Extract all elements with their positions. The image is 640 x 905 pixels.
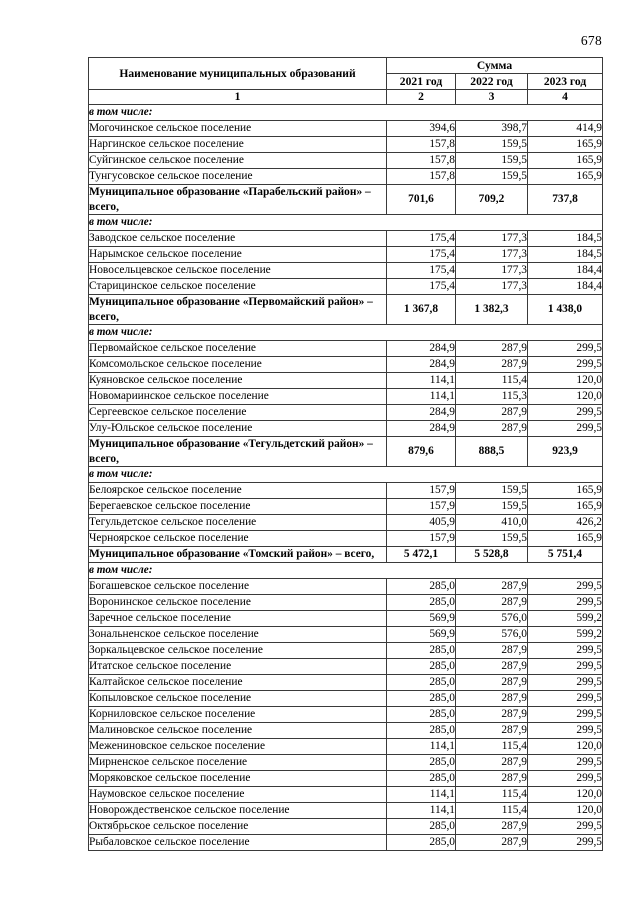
table-total-row xyxy=(89,437,603,467)
value-2023: 5 751,4 xyxy=(528,547,603,563)
value-2023: 299,5 xyxy=(528,643,603,659)
table-row xyxy=(89,787,603,803)
table-row xyxy=(89,771,603,787)
column-number-3: 3 xyxy=(456,90,528,105)
table-subheader-row xyxy=(89,467,603,483)
municipality-name: Муниципальное образование «Первомайский район» – всего, xyxy=(89,295,387,325)
subheader-label: в том числе: xyxy=(89,105,603,121)
value-2022: 115,4 xyxy=(456,787,528,803)
table-total-row xyxy=(89,295,603,325)
table-body xyxy=(89,105,603,851)
value-2023: 184,4 xyxy=(528,263,603,279)
table-row xyxy=(89,231,603,247)
value-2021: 285,0 xyxy=(387,819,456,835)
value-2021: 5 472,1 xyxy=(387,547,456,563)
value-2021: 285,0 xyxy=(387,691,456,707)
value-2021: 175,4 xyxy=(387,263,456,279)
subheader-label: в том числе: xyxy=(89,467,603,483)
value-2022: 115,4 xyxy=(456,739,528,755)
value-2023: 299,5 xyxy=(528,595,603,611)
municipality-name: Моряковское сельское поселение xyxy=(89,771,387,787)
value-2021: 175,4 xyxy=(387,231,456,247)
subheader-label: в том числе: xyxy=(89,215,603,231)
value-2023: 299,5 xyxy=(528,835,603,851)
column-header-year-2023: 2023 год xyxy=(528,74,603,90)
municipality-name: Наумовское сельское поселение xyxy=(89,787,387,803)
municipality-name: Муниципальное образование «Томский район» – всего, xyxy=(89,547,387,563)
municipality-name: Богашевское сельское поселение xyxy=(89,579,387,595)
table-row xyxy=(89,835,603,851)
value-2022: 287,9 xyxy=(456,659,528,675)
value-2023: 1 438,0 xyxy=(528,295,603,325)
municipality-name: Берегаевское сельское поселение xyxy=(89,499,387,515)
table-total-row xyxy=(89,547,603,563)
value-2023: 414,9 xyxy=(528,121,603,137)
municipality-name: Муниципальное образование «Тегульдетский район» – всего, xyxy=(89,437,387,467)
value-2022: 287,9 xyxy=(456,755,528,771)
value-2021: 285,0 xyxy=(387,643,456,659)
table-row xyxy=(89,579,603,595)
table-subheader-row xyxy=(89,105,603,121)
value-2021: 285,0 xyxy=(387,675,456,691)
value-2022: 159,5 xyxy=(456,483,528,499)
subheader-label: в том числе: xyxy=(89,563,603,579)
municipality-name: Октябрьское сельское поселение xyxy=(89,819,387,835)
value-2023: 120,0 xyxy=(528,803,603,819)
municipality-name: Новосельцевское сельское поселение xyxy=(89,263,387,279)
table-row xyxy=(89,755,603,771)
value-2021: 284,9 xyxy=(387,341,456,357)
value-2021: 157,8 xyxy=(387,169,456,185)
table-row xyxy=(89,263,603,279)
value-2021: 114,1 xyxy=(387,739,456,755)
value-2022: 287,9 xyxy=(456,707,528,723)
value-2022: 398,7 xyxy=(456,121,528,137)
municipality-name: Зональненское сельское поселение xyxy=(89,627,387,643)
table-row xyxy=(89,405,603,421)
table-row xyxy=(89,707,603,723)
value-2022: 576,0 xyxy=(456,611,528,627)
value-2021: 284,9 xyxy=(387,421,456,437)
municipality-name: Межениновское сельское поселение xyxy=(89,739,387,755)
value-2023: 120,0 xyxy=(528,389,603,405)
municipality-name: Сергеевское сельское поселение xyxy=(89,405,387,421)
value-2023: 184,5 xyxy=(528,231,603,247)
value-2022: 1 382,3 xyxy=(456,295,528,325)
table-row xyxy=(89,531,603,547)
value-2023: 120,0 xyxy=(528,787,603,803)
value-2022: 287,9 xyxy=(456,341,528,357)
value-2022: 177,3 xyxy=(456,247,528,263)
municipality-name: Малиновское сельское поселение xyxy=(89,723,387,739)
table-row xyxy=(89,421,603,437)
municipality-name: Корниловское сельское поселение xyxy=(89,707,387,723)
value-2021: 175,4 xyxy=(387,279,456,295)
value-2023: 299,5 xyxy=(528,675,603,691)
value-2022: 410,0 xyxy=(456,515,528,531)
value-2022: 709,2 xyxy=(456,185,528,215)
table-header xyxy=(89,58,603,105)
municipality-name: Рыбаловское сельское поселение xyxy=(89,835,387,851)
value-2021: 285,0 xyxy=(387,835,456,851)
municipality-name: Нарымское сельское поселение xyxy=(89,247,387,263)
value-2021: 284,9 xyxy=(387,357,456,373)
table-row xyxy=(89,643,603,659)
value-2022: 287,9 xyxy=(456,819,528,835)
value-2021: 157,9 xyxy=(387,531,456,547)
value-2022: 287,9 xyxy=(456,723,528,739)
table-row xyxy=(89,595,603,611)
table-row xyxy=(89,357,603,373)
table-row xyxy=(89,499,603,515)
value-2023: 165,9 xyxy=(528,137,603,153)
page-number: 678 xyxy=(580,33,602,48)
table-subheader-row xyxy=(89,563,603,579)
value-2023: 299,5 xyxy=(528,819,603,835)
value-2023: 184,4 xyxy=(528,279,603,295)
value-2022: 287,9 xyxy=(456,643,528,659)
value-2023: 299,5 xyxy=(528,421,603,437)
municipality-name: Комсомольское сельское поселение xyxy=(89,357,387,373)
municipality-name: Куяновское сельское поселение xyxy=(89,373,387,389)
municipality-name: Воронинское сельское поселение xyxy=(89,595,387,611)
value-2022: 159,5 xyxy=(456,153,528,169)
value-2021: 175,4 xyxy=(387,247,456,263)
value-2022: 888,5 xyxy=(456,437,528,467)
value-2022: 287,9 xyxy=(456,835,528,851)
value-2023: 165,9 xyxy=(528,483,603,499)
value-2021: 284,9 xyxy=(387,405,456,421)
value-2022: 287,9 xyxy=(456,357,528,373)
table-subheader-row xyxy=(89,215,603,231)
value-2023: 299,5 xyxy=(528,405,603,421)
header-row-numbers xyxy=(89,90,603,105)
value-2021: 285,0 xyxy=(387,595,456,611)
table-row xyxy=(89,137,603,153)
value-2021: 157,9 xyxy=(387,499,456,515)
column-header-year-2021: 2021 год xyxy=(387,74,456,90)
value-2023: 165,9 xyxy=(528,499,603,515)
municipality-name: Муниципальное образование «Парабельский район» – всего, xyxy=(89,185,387,215)
value-2022: 159,5 xyxy=(456,169,528,185)
header-row-titles xyxy=(89,58,603,74)
value-2021: 285,0 xyxy=(387,723,456,739)
table-row xyxy=(89,483,603,499)
value-2021: 879,6 xyxy=(387,437,456,467)
value-2023: 299,5 xyxy=(528,341,603,357)
table-row xyxy=(89,723,603,739)
column-number-4: 4 xyxy=(528,90,603,105)
value-2021: 285,0 xyxy=(387,659,456,675)
table-row xyxy=(89,247,603,263)
value-2022: 287,9 xyxy=(456,691,528,707)
table-row xyxy=(89,373,603,389)
municipality-name: Тегульдетское сельское поселение xyxy=(89,515,387,531)
table-total-row xyxy=(89,185,603,215)
value-2021: 285,0 xyxy=(387,755,456,771)
value-2023: 426,2 xyxy=(528,515,603,531)
table-row xyxy=(89,803,603,819)
municipality-name: Калтайское сельское поселение xyxy=(89,675,387,691)
value-2022: 177,3 xyxy=(456,231,528,247)
value-2021: 394,6 xyxy=(387,121,456,137)
value-2021: 285,0 xyxy=(387,707,456,723)
value-2023: 299,5 xyxy=(528,691,603,707)
value-2023: 184,5 xyxy=(528,247,603,263)
value-2021: 1 367,8 xyxy=(387,295,456,325)
value-2022: 115,4 xyxy=(456,373,528,389)
table-row xyxy=(89,627,603,643)
value-2022: 177,3 xyxy=(456,279,528,295)
municipality-name: Мирненское сельское поселение xyxy=(89,755,387,771)
municipality-name: Первомайское сельское поселение xyxy=(89,341,387,357)
value-2022: 287,9 xyxy=(456,595,528,611)
table-row xyxy=(89,675,603,691)
value-2022: 159,5 xyxy=(456,499,528,515)
value-2023: 599,2 xyxy=(528,627,603,643)
table-row xyxy=(89,153,603,169)
value-2023: 299,5 xyxy=(528,755,603,771)
table-row xyxy=(89,659,603,675)
value-2021: 114,1 xyxy=(387,787,456,803)
municipality-name: Заводское сельское поселение xyxy=(89,231,387,247)
value-2021: 701,6 xyxy=(387,185,456,215)
table-row xyxy=(89,121,603,137)
value-2021: 569,9 xyxy=(387,611,456,627)
value-2022: 115,3 xyxy=(456,389,528,405)
value-2021: 285,0 xyxy=(387,771,456,787)
table-subheader-row xyxy=(89,325,603,341)
value-2021: 405,9 xyxy=(387,515,456,531)
table-row xyxy=(89,691,603,707)
value-2021: 114,1 xyxy=(387,803,456,819)
municipality-name: Тунгусовское сельское поселение xyxy=(89,169,387,185)
table-row xyxy=(89,389,603,405)
municipality-name: Итатское сельское поселение xyxy=(89,659,387,675)
value-2023: 299,5 xyxy=(528,357,603,373)
value-2022: 576,0 xyxy=(456,627,528,643)
column-number-2: 2 xyxy=(387,90,456,105)
value-2022: 287,9 xyxy=(456,675,528,691)
value-2023: 299,5 xyxy=(528,771,603,787)
value-2022: 5 528,8 xyxy=(456,547,528,563)
municipality-name: Новомариинское сельское поселение xyxy=(89,389,387,405)
value-2021: 285,0 xyxy=(387,579,456,595)
value-2022: 115,4 xyxy=(456,803,528,819)
value-2023: 165,9 xyxy=(528,531,603,547)
subheader-label: в том числе: xyxy=(89,325,603,341)
table-row xyxy=(89,819,603,835)
municipality-name: Зоркальцевское сельское поселение xyxy=(89,643,387,659)
value-2022: 159,5 xyxy=(456,531,528,547)
value-2023: 299,5 xyxy=(528,579,603,595)
municipality-name: Улу-Юльское сельское поселение xyxy=(89,421,387,437)
value-2022: 287,9 xyxy=(456,405,528,421)
table-row xyxy=(89,169,603,185)
table-row xyxy=(89,611,603,627)
value-2023: 299,5 xyxy=(528,707,603,723)
value-2023: 737,8 xyxy=(528,185,603,215)
value-2021: 157,8 xyxy=(387,137,456,153)
municipality-name: Суйгинское сельское поселение xyxy=(89,153,387,169)
municipality-name: Наргинское сельское поселение xyxy=(89,137,387,153)
value-2022: 177,3 xyxy=(456,263,528,279)
value-2022: 159,5 xyxy=(456,137,528,153)
value-2023: 120,0 xyxy=(528,739,603,755)
municipality-name: Новорождественское сельское поселение xyxy=(89,803,387,819)
table-row xyxy=(89,341,603,357)
municipality-name: Могочинское сельское поселение xyxy=(89,121,387,137)
table-row xyxy=(89,279,603,295)
table-row xyxy=(89,739,603,755)
value-2023: 120,0 xyxy=(528,373,603,389)
column-header-sum: Сумма xyxy=(387,58,603,74)
value-2023: 599,2 xyxy=(528,611,603,627)
municipal-budget-table xyxy=(88,57,603,851)
column-number-1: 1 xyxy=(89,90,387,105)
municipality-name: Старицинское сельское поселение xyxy=(89,279,387,295)
municipality-name: Черноярское сельское поселение xyxy=(89,531,387,547)
column-header-name: Наименование муниципальных образований xyxy=(89,58,387,90)
table-row xyxy=(89,515,603,531)
value-2023: 299,5 xyxy=(528,723,603,739)
value-2023: 165,9 xyxy=(528,153,603,169)
municipality-name: Заречное сельское поселение xyxy=(89,611,387,627)
value-2023: 923,9 xyxy=(528,437,603,467)
value-2022: 287,9 xyxy=(456,421,528,437)
value-2023: 165,9 xyxy=(528,169,603,185)
value-2021: 157,8 xyxy=(387,153,456,169)
value-2021: 157,9 xyxy=(387,483,456,499)
value-2022: 287,9 xyxy=(456,771,528,787)
municipality-name: Копыловское сельское поселение xyxy=(89,691,387,707)
value-2021: 114,1 xyxy=(387,389,456,405)
value-2021: 114,1 xyxy=(387,373,456,389)
municipality-name: Белоярское сельское поселение xyxy=(89,483,387,499)
value-2022: 287,9 xyxy=(456,579,528,595)
column-header-year-2022: 2022 год xyxy=(456,74,528,90)
value-2021: 569,9 xyxy=(387,627,456,643)
value-2023: 299,5 xyxy=(528,659,603,675)
